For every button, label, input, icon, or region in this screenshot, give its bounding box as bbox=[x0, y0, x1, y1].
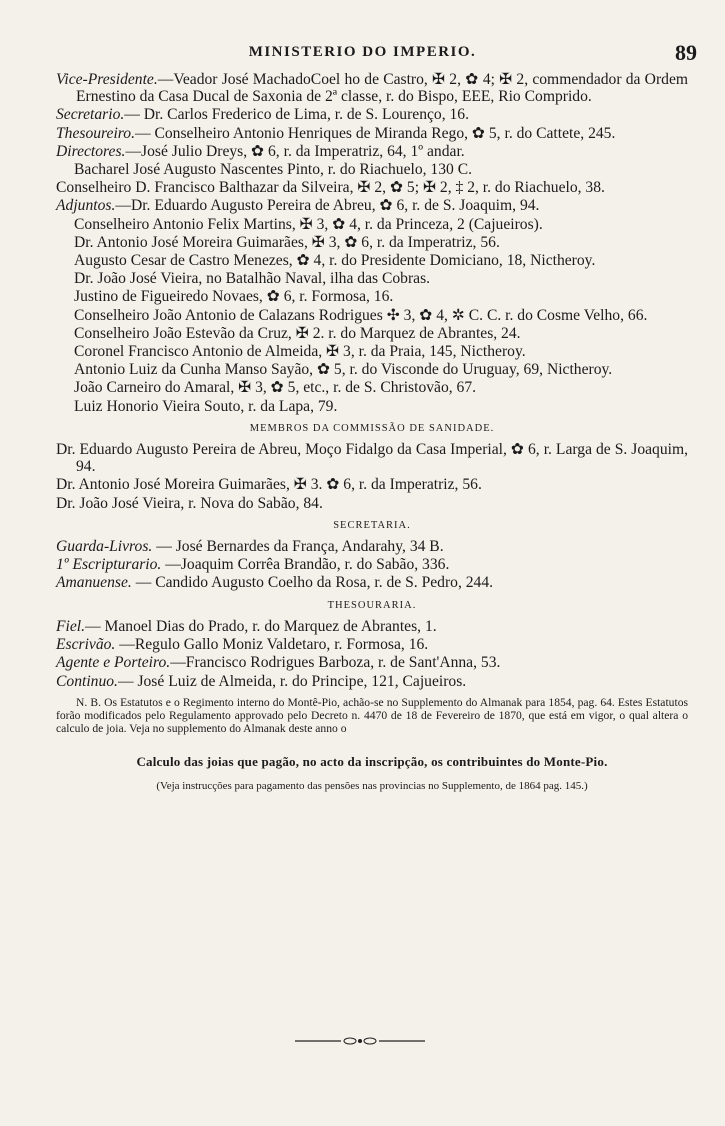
directory-entry bbox=[56, 125, 688, 142]
comissao-entry bbox=[56, 495, 688, 512]
entry-text: Coronel Francisco Antonio de Almeida, ✠ 3, r. da Praia, 145, Nictheroy. bbox=[74, 343, 526, 361]
secretaria-entry bbox=[56, 556, 688, 573]
entry-text: Conselheiro Antonio Felix Martins, ✠ 3, ✿ 4, r. da Princeza, 2 (Cajueiros). bbox=[74, 215, 543, 233]
entry-text: —José Julio Dreys, ✿ 6, r. da Imperatriz, 64, 1º andar. bbox=[125, 142, 465, 160]
entry-role: Agente e Porteiro. bbox=[56, 654, 171, 672]
entry-text: —Dr. Eduardo Augusto Pereira de Abreu, ✿ 6, r. de S. Joaquim, 94. bbox=[115, 197, 540, 215]
entry-text: — Manoel Dias do Prado, r. do Marquez de Abrantes, 1. bbox=[85, 617, 437, 635]
entry-role: Secretario. bbox=[56, 106, 125, 124]
directory-entry bbox=[56, 343, 688, 360]
directory-entry bbox=[56, 197, 688, 214]
entry-role: Escrivão. bbox=[56, 636, 116, 654]
entry-text: —Francisco Rodrigues Barboza, r. de Sant'Anna, 53. bbox=[170, 654, 501, 672]
directory-entry bbox=[56, 379, 688, 396]
comissao-entries bbox=[56, 441, 688, 512]
directory-entry bbox=[56, 161, 688, 178]
entry-role: Fiel. bbox=[56, 617, 86, 635]
entry-text: Dr. João José Vieira, no Batalhão Naval, ilha das Cobras. bbox=[74, 270, 431, 288]
entry-role: Directores. bbox=[56, 142, 126, 160]
entry-text: Dr. Antonio José Moreira Guimarães, ✠ 3. ✿ 6, r. da Imperatriz, 56. bbox=[56, 476, 482, 494]
entry-role: Adjuntos. bbox=[56, 197, 116, 215]
directory-entry bbox=[56, 361, 688, 378]
secretaria-entries bbox=[56, 538, 688, 592]
entry-role: Vice-Presidente. bbox=[56, 71, 158, 88]
entry-text: Conselheiro D. Francisco Balthazar da Silveira, ✠ 2, ✿ 5; ✠ 2, ‡ 2, r. do Riachuelo, 38. bbox=[56, 179, 605, 197]
thesouraria-entry bbox=[56, 673, 688, 690]
entry-text: —Joaquim Corrêa Brandão, r. do Sabão, 336. bbox=[161, 556, 450, 574]
entry-text: Dr. João José Vieira, r. Nova do Sabão, 84. bbox=[56, 494, 323, 512]
directory-entries bbox=[56, 71, 688, 415]
section-heading-secretaria: SECRETARIA. bbox=[333, 519, 411, 531]
directory-entry bbox=[56, 288, 688, 305]
entry-text: Bacharel José Augusto Nascentes Pinto, r. do Riachuelo, 130 C. bbox=[74, 161, 473, 179]
entry-text: João Carneiro do Amaral, ✠ 3, ✿ 5, etc., r. de S. Christovão, 67. bbox=[74, 379, 477, 397]
document-body bbox=[56, 71, 688, 795]
entry-text: — José Bernardes da França, Andarahy, 34 B. bbox=[152, 538, 444, 556]
directory-entry bbox=[56, 325, 688, 342]
secretaria-entry bbox=[56, 538, 688, 555]
directory-entry bbox=[56, 143, 688, 160]
directory-entry bbox=[56, 216, 688, 233]
entry-role: 1º Escripturario. bbox=[56, 556, 162, 574]
instrucoes-note: (Veja instrucções para pagamento das pensões nas provincias no Supplemento, de 1864 pag. 145.) bbox=[156, 779, 588, 792]
section-heading-thesouraria: THESOURARIA. bbox=[327, 599, 417, 611]
entry-text: — Dr. Carlos Frederico de Lima, r. de S. Lourenço, 16. bbox=[124, 106, 469, 124]
directory-entry bbox=[56, 307, 688, 324]
entry-text: Antonio Luiz da Cunha Manso Sayão, ✿ 5, r. do Visconde do Uruguay, 69, Nictheroy. bbox=[74, 361, 613, 379]
entry-text: — Conselheiro Antonio Henriques de Miranda Rego, ✿ 5, r. do Cattete, 245. bbox=[134, 124, 616, 142]
entry-role: Continuo. bbox=[56, 672, 118, 690]
entry-text: —Veador José MachadoCoel ho de Castro, ✠ 2, ✿ 4; ✠ 2, commendador da Ordem Ernestino da Casa Ducal de Saxonia de 2ª classe, r. do Bispo, EEE, Rio Comprido. bbox=[76, 71, 688, 106]
entry-text: Justino de Figueiredo Novaes, ✿ 6, r. Formosa, 16. bbox=[74, 288, 394, 306]
entry-role: Guarda-Livros. bbox=[56, 538, 153, 556]
directory-entry bbox=[56, 179, 688, 196]
thesouraria-entry bbox=[56, 636, 688, 653]
footnote: N. B. Os Estatutos e o Regimento interno do Montê-Pio, achão-se no Supplemento do Almanak para 1854, pag. 64. Estes Estatutos forão modificados pelo Regulamento approvado pelo Decreto n. 4470 de 18 de Fevereiro de 1870, que está em vigor, o qual altera o calculo de joia. Veja no supplemento do Almanak deste anno o bbox=[56, 695, 688, 735]
directory-entry bbox=[56, 398, 688, 415]
entry-role: Thesoureiro. bbox=[56, 124, 135, 142]
entry-text: — Candido Augusto Coelho da Rosa, r. de S. Pedro, 244. bbox=[131, 574, 494, 592]
page-title: MINISTERIO DO IMPERIO. bbox=[248, 44, 477, 60]
entry-text: Conselheiro João Antonio de Calazans Rodrigues ✣ 3, ✿ 4, ✲ C. C. r. do Cosme Velho, 66. bbox=[74, 306, 648, 324]
page-header bbox=[0, 40, 725, 70]
calculo-heading: Calculo das joias que pagão, no acto da inscripção, os contribuintes do Monte-Pio. bbox=[136, 753, 608, 769]
entry-text: —Regulo Gallo Moniz Valdetaro, r. Formosa, 16. bbox=[115, 636, 429, 654]
page-number: 89 bbox=[675, 40, 697, 65]
thesouraria-entry bbox=[56, 654, 688, 671]
comissao-entry bbox=[56, 476, 688, 493]
entry-text: Augusto Cesar de Castro Menezes, ✿ 4, r. do Presidente Domiciano, 18, Nictheroy. bbox=[74, 252, 596, 270]
directory-entry bbox=[56, 270, 688, 287]
directory-entry bbox=[56, 71, 688, 105]
entry-text: Conselheiro João Estevão da Cruz, ✠ 2. r. do Marquez de Abrantes, 24. bbox=[74, 324, 521, 342]
comissao-entry bbox=[56, 441, 688, 475]
thesouraria-entries bbox=[56, 618, 688, 690]
thesouraria-entry bbox=[56, 618, 688, 635]
directory-entry bbox=[56, 234, 688, 251]
entry-text: Dr. Antonio José Moreira Guimarães, ✠ 3, ✿ 6, r. da Imperatriz, 56. bbox=[74, 233, 500, 251]
ornament-divider bbox=[295, 1034, 425, 1048]
section-heading-comissao: MEMBROS DA COMMISSÃO DE SANIDADE. bbox=[249, 422, 495, 434]
entry-text: — José Luiz de Almeida, r. do Principe, 121, Cajueiros. bbox=[117, 672, 467, 690]
entry-text: Luiz Honorio Vieira Souto, r. da Lapa, 79. bbox=[74, 397, 338, 415]
directory-entry bbox=[56, 252, 688, 269]
directory-entry bbox=[56, 106, 688, 123]
entry-text: Dr. Eduardo Augusto Pereira de Abreu, Moço Fidalgo da Casa Imperial, ✿ 6, r. Larga de S. Joaquim, 94. bbox=[56, 441, 688, 476]
entry-role: Amanuense. bbox=[56, 574, 132, 592]
secretaria-entry bbox=[56, 574, 688, 591]
